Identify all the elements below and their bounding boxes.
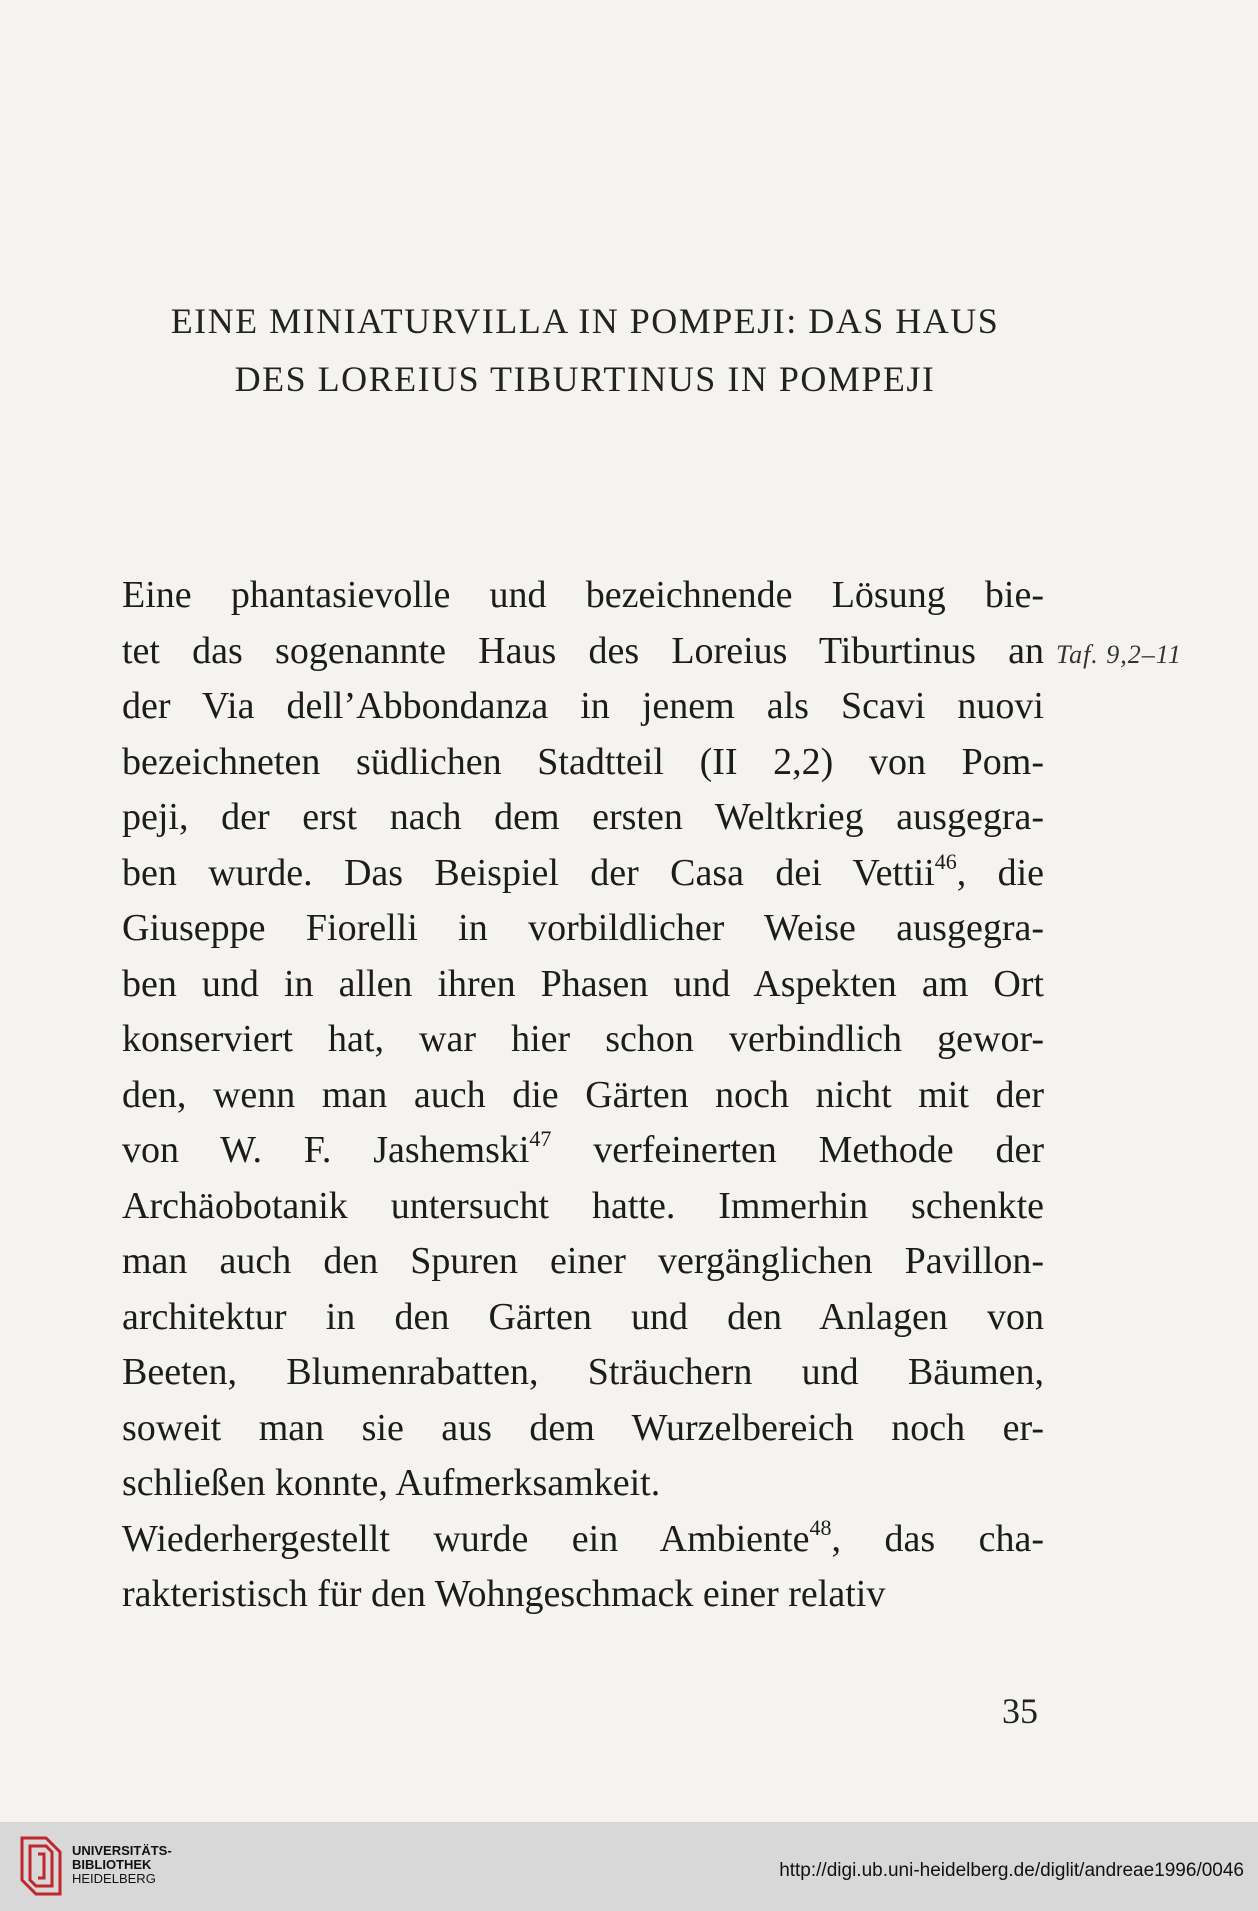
text-line-content: Archäobotanik untersucht hatte. Immerhin schenkte (122, 1184, 1044, 1227)
footnote-marker[interactable]: 47 (529, 1126, 552, 1151)
text-line (122, 1401, 1044, 1457)
text-line (122, 1123, 1044, 1179)
text-line (122, 1179, 1044, 1235)
text-line-content: Beeten, Blumenrabatten, Sträuchern und Bäumen, (122, 1351, 1044, 1393)
text-line-content: architektur in den Gärten und den Anlagen von (122, 1295, 1044, 1338)
text-line-content: der Via dell’Abbondanza in jenem als Scavi nuovi (122, 685, 1044, 727)
text-line-content: bezeichneten südlichen Stadtteil (II 2,2) von Pom- (122, 740, 1044, 783)
text-line (122, 901, 1044, 957)
text-line-content: Wiederhergestellt wurde ein Ambiente (122, 1517, 810, 1560)
chapter-heading (80, 292, 1090, 408)
footnote-marker[interactable]: 48 (809, 1514, 832, 1540)
text-line-content: Giuseppe Fiorelli in vorbildlicher Weise ausgegra- (122, 907, 1044, 949)
text-line (122, 1345, 1044, 1401)
text-line-content: soweit man sie aus dem Wurzelbereich noch er- (122, 1406, 1044, 1449)
text-line-content: ben und in allen ihren Phasen und Aspekten am Ort (122, 962, 1044, 1005)
text-line (122, 568, 1044, 624)
text-line (122, 735, 1044, 791)
text-line (122, 1012, 1044, 1068)
text-line (122, 1512, 1044, 1568)
text-line-content: ben wurde. Das Beispiel der Casa dei Vettii (122, 851, 935, 894)
text-line (122, 957, 1044, 1013)
library-logo-icon (16, 1834, 66, 1898)
text-line (122, 679, 1044, 735)
text-line-content: rakteristisch für den Wohngeschmack einer relativ (122, 1573, 886, 1615)
text-line-content: Eine phantasievolle und bezeichnende Lösung bie- (122, 574, 1044, 616)
text-line (122, 1567, 1044, 1623)
library-name-line-1: UNIVERSITÄTS- (72, 1843, 172, 1858)
plate-reference: Taf. 9,2–11 (1056, 640, 1182, 669)
text-line (122, 624, 1044, 680)
text-line (122, 1068, 1044, 1124)
text-line-content: man auch den Spuren einer vergänglichen Pavillon- (122, 1240, 1044, 1282)
text-line (122, 1290, 1044, 1346)
text-line-content: von W. F. Jashemski (122, 1129, 530, 1171)
text-line (122, 846, 1044, 902)
text-line-content: peji, der erst nach dem ersten Weltkrieg ausgegra- (122, 796, 1044, 838)
text-line-continuation: , das cha- (831, 1517, 1045, 1560)
heading-line-2: DES LOREIUS TIBURTINUS IN POMPEJI (234, 359, 936, 399)
footnote-marker[interactable]: 46 (934, 848, 957, 874)
text-line-continuation: , die (956, 851, 1044, 894)
permalink-url[interactable]: http://digi.ub.uni-heidelberg.de/diglit/andreae1996/0046 (779, 1860, 1244, 1881)
text-line-content: konserviert hat, war hier schon verbindlich gewor- (122, 1018, 1044, 1060)
text-line (122, 790, 1044, 846)
body-paragraphs (122, 568, 1044, 1623)
text-line-content: schließen konnte, Aufmerksamkeit. (122, 1462, 661, 1504)
text-line-continuation: verfeinerten Methode der (551, 1129, 1044, 1171)
text-line-content: tet das sogenannte Haus des Loreius Tiburtinus an (122, 629, 1044, 672)
page-number: 35 (1002, 1691, 1038, 1731)
library-name-line-2: BIBLIOTHEK (72, 1857, 152, 1872)
text-line (122, 1234, 1044, 1290)
heading-line-1: EINE MINIATURVILLA IN POMPEJI: DAS HAUS (170, 301, 1000, 341)
text-line (122, 1456, 1044, 1512)
library-name-line-3: HEIDELBERG (72, 1871, 156, 1886)
digitization-footer (0, 1822, 1258, 1911)
text-line-content: den, wenn man auch die Gärten noch nicht mit der (122, 1073, 1044, 1116)
library-name (72, 1844, 172, 1886)
